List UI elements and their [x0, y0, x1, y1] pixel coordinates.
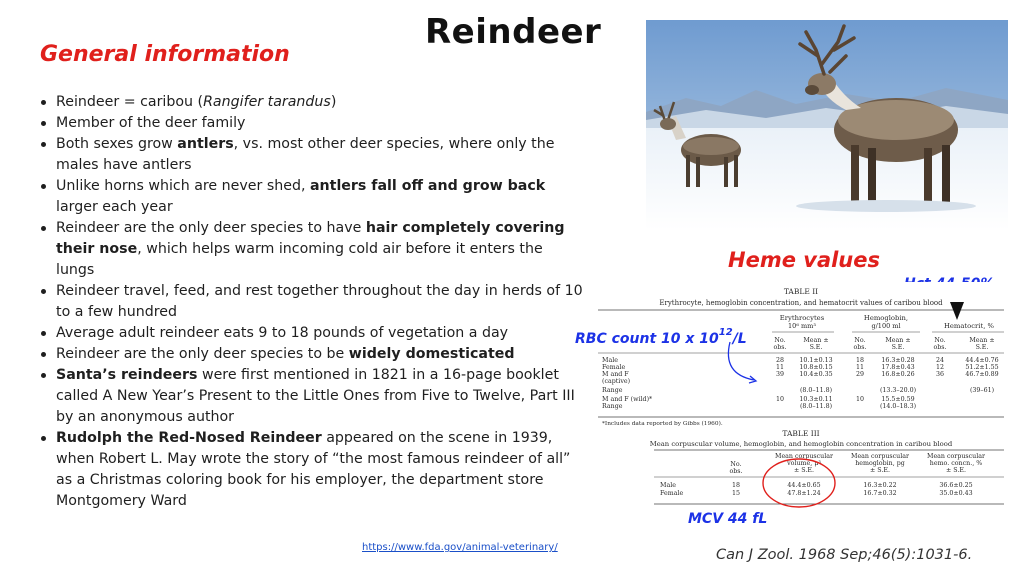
table2-cell: (captive)	[602, 378, 631, 385]
table3-cell: 16.3±0.22	[863, 482, 897, 489]
table2-cell: 12	[935, 364, 945, 371]
table2-cell: Female	[602, 364, 626, 371]
fact-item	[54, 134, 584, 176]
t2-se-3: S.E.	[975, 344, 989, 351]
fact-text: Reindeer travel, feed, and rest together throughout the day in herds of 10 to a few hundred	[56, 283, 583, 320]
t2-no-1: No.	[774, 337, 786, 344]
table2-cell: 24	[935, 357, 945, 364]
table2-cell: M and F	[602, 371, 629, 378]
table2-cell: 16.8±0.26	[881, 371, 915, 378]
t2-mean-2: Mean ±	[885, 337, 911, 344]
table2-cell: 17.8±0.43	[881, 364, 915, 371]
rbc-label-post: /L	[732, 331, 747, 347]
heme-tables	[594, 282, 1008, 508]
fact-item	[54, 176, 584, 218]
fact-text: Reindeer are the only deer species to have	[56, 220, 366, 236]
citation: Can J Zool. 1968 Sep;46(5):1031-6.	[716, 547, 973, 563]
table2-caption: Erythrocyte, hemoglobin concentration, and hematocrit values of caribou blood	[659, 299, 943, 307]
table2-group-hemoglobin: Hemoglobin,	[863, 314, 909, 322]
fact-item	[54, 344, 584, 365]
table2-cell: 18	[855, 357, 865, 364]
fact-text: widely domesticated	[348, 346, 515, 362]
t3-h-mcv-1: Mean corpuscular	[775, 453, 833, 460]
rbc-label-pre: RBC count 10 x 10	[575, 331, 719, 347]
reindeer-photo	[646, 20, 1008, 230]
table2-cell: 36	[935, 371, 945, 378]
table3-cell: 44.4±0.65	[787, 482, 821, 489]
table2-group-hematocrit: Hematocrit, %	[943, 322, 995, 330]
table2-cell: 10.8±0.15	[799, 364, 833, 371]
table2-cell: (14.0–18.3)	[879, 403, 917, 410]
fact-text: Unlike horns which are never shed,	[56, 178, 310, 194]
fact-text: larger each year	[56, 199, 173, 215]
table2-cell: (8.0–11.8)	[799, 387, 833, 394]
table3-caption: Mean corpuscular volume, hemoglobin, and hemoglobin concentration in caribou blood	[649, 440, 953, 448]
rbc-exponent: 12	[718, 327, 733, 338]
fact-text: hair completely covering their nose	[56, 220, 565, 257]
table2-cell: (39–61)	[969, 387, 995, 394]
fact-text: appeared on the scene in 1939, when Robert L. May wrote the story of “the most famous reindeer of all” as a Christmas coloring book for his employer, the department store Montgomery Ward	[56, 430, 571, 509]
table2-group-erythrocytes: Erythrocytes	[779, 314, 825, 322]
table2-cell: M and F (wild)*	[602, 396, 653, 403]
t3-h-mcv-2: volume, μ³	[787, 460, 821, 467]
table3-cell: Female	[660, 490, 684, 497]
t2-obs-1: obs.	[773, 344, 787, 351]
table3-cell: 36.6±0.25	[939, 482, 973, 489]
table3-title: TABLE III	[782, 429, 820, 438]
t2-obs-3: obs.	[933, 344, 947, 351]
table2-cell: Range	[602, 387, 623, 394]
table2-footnote: *Includes data reported by Gibbs (1960).	[602, 421, 723, 427]
fact-item	[54, 428, 584, 512]
fact-text: antlers fall off and grow back	[309, 178, 546, 194]
t2-no-2: No.	[854, 337, 866, 344]
fact-text: Rangifer tarandus	[203, 94, 331, 110]
fact-text: Reindeer = caribou (	[56, 94, 204, 110]
general-information-heading: General information	[40, 42, 290, 67]
fact-text: , which helps warm incoming cold air before it enters the lungs	[56, 241, 543, 278]
fact-item	[54, 281, 584, 323]
t3-h-mch-2: hemoglobin, pg	[855, 460, 905, 467]
table3-cell: 15	[731, 490, 741, 497]
t2-mean-1: Mean ±	[803, 337, 829, 344]
fact-text: were first mentioned in 1821 in a 16-page booklet called A New Year’s Present to the Little Ones from Five to Twelve, Part III by an anonymous author	[56, 367, 575, 425]
table2-cell: 39	[775, 371, 785, 378]
table2-cell: 16.3±0.28	[881, 357, 915, 364]
table2-cell: 10	[775, 396, 785, 403]
source-link[interactable]: https://www.fda.gov/animal-veterinary/	[362, 542, 558, 553]
t3-h-mchc-2: hemo. concn., %	[929, 460, 983, 467]
fact-text: Both sexes grow	[56, 136, 178, 152]
t2-se-2: S.E.	[891, 344, 905, 351]
t3-h-mchc-1: Mean corpuscular	[927, 453, 985, 460]
table2-cell: (8.0–11.8)	[799, 403, 833, 410]
table2-cell: (13.3–20.0)	[879, 387, 917, 394]
table2-cell: 51.2±1.55	[965, 364, 999, 371]
t3-h-no: No.	[730, 461, 742, 468]
t3-h-mchc-3: ± S.E.	[946, 467, 966, 474]
table3-cell: Male	[660, 482, 676, 489]
t3-h-mcv-3: ± S.E.	[794, 467, 814, 474]
table2-cell: 10.4±0.35	[799, 371, 833, 378]
fact-text: )	[330, 94, 337, 110]
table2-title: TABLE II	[783, 287, 819, 296]
mcv-annotation: MCV 44 fL	[688, 511, 768, 527]
fact-item	[54, 218, 584, 281]
table2-group-hemoglobin-unit: g/100 ml	[871, 322, 901, 330]
table3-cell: 35.0±0.43	[939, 490, 973, 497]
table3-cell: 16.7±0.32	[863, 490, 897, 497]
table2-cell: 29	[855, 371, 865, 378]
table2-cell: 11	[775, 364, 785, 371]
rbc-annotation	[575, 327, 747, 347]
table3-cell: 18	[731, 482, 741, 489]
fact-text: Santa’s reindeers	[56, 367, 198, 383]
table2-group-erythrocytes-unit: 10⁶ mm³	[788, 322, 816, 330]
fact-item	[54, 365, 584, 428]
fact-item	[54, 92, 584, 113]
fact-text: Rudolph the Red-Nosed Reindeer	[56, 430, 322, 446]
table2-cell: 28	[775, 357, 785, 364]
table2-cell: 10.1±0.13	[799, 357, 833, 364]
table2-cell: Male	[602, 357, 618, 364]
page-title: Reindeer	[425, 12, 602, 52]
table2-cell: 11	[855, 364, 865, 371]
fact-list	[38, 92, 584, 512]
t3-h-mch-1: Mean corpuscular	[851, 453, 909, 460]
table2-cell: 10	[855, 396, 865, 403]
t3-h-obs: obs.	[729, 468, 743, 475]
t3-h-mch-3: ± S.E.	[870, 467, 890, 474]
fact-text: Member of the deer family	[56, 115, 246, 131]
fact-text: antlers	[177, 136, 234, 152]
fact-item	[54, 113, 584, 134]
table3-cell: 47.8±1.24	[787, 490, 821, 497]
fact-text: , vs. most other deer species, where only the males have antlers	[56, 136, 555, 173]
t2-mean-3: Mean ±	[969, 337, 995, 344]
table2-cell: 46.7±0.89	[965, 371, 999, 378]
fact-text: Reindeer are the only deer species to be	[56, 346, 349, 362]
t2-se-1: S.E.	[809, 344, 823, 351]
fact-text: Average adult reindeer eats 9 to 18 pounds of vegetation a day	[56, 325, 509, 341]
t2-obs-2: obs.	[853, 344, 867, 351]
t2-no-3: No.	[934, 337, 946, 344]
fact-item	[54, 323, 584, 344]
table2-cell: 15.5±0.59	[881, 396, 915, 403]
table2-cell: Range	[602, 403, 623, 410]
table2-cell: 10.3±0.11	[799, 396, 833, 403]
heme-values-heading: Heme values	[728, 248, 881, 272]
table2-cell: 44.4±0.76	[965, 357, 999, 364]
